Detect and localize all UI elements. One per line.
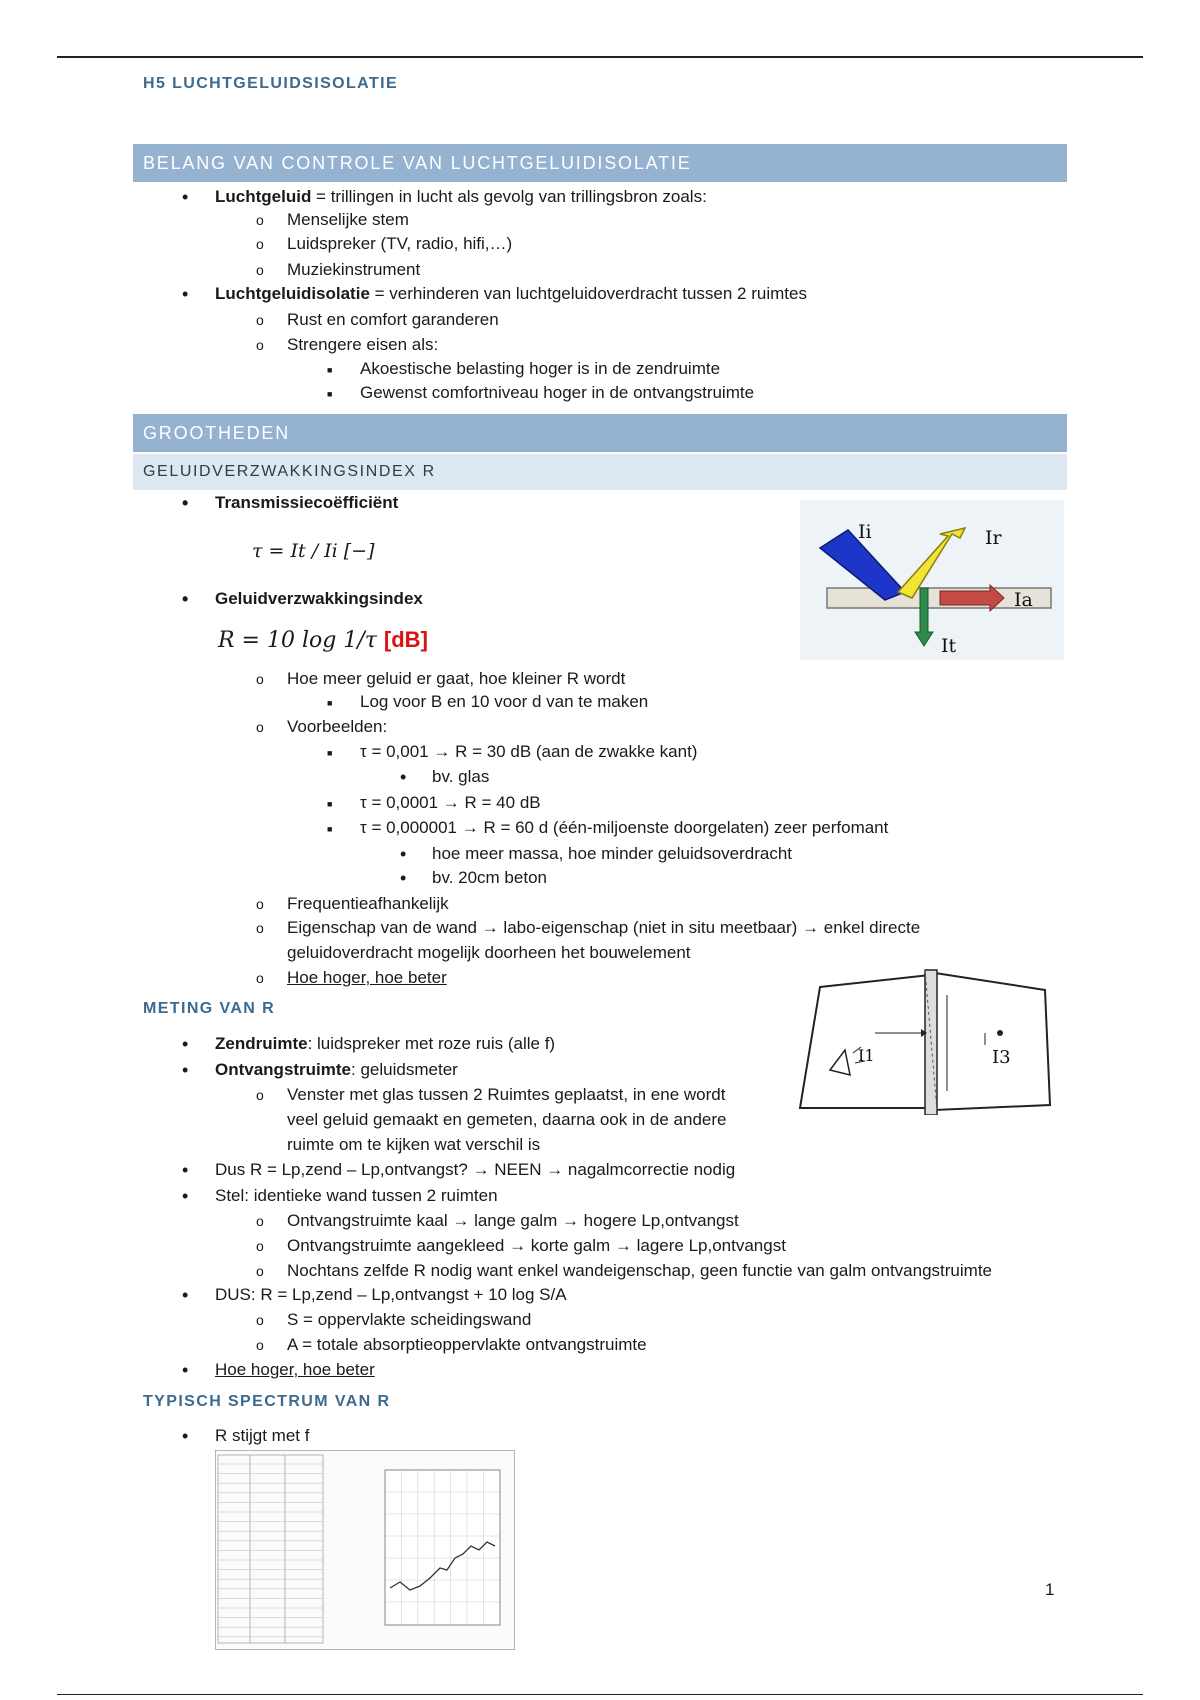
list-item: • bv. glas [432,765,489,789]
section-band-grootheden: GROOTHEDEN [133,414,1067,452]
section-band-belang: BELANG VAN CONTROLE VAN LUCHTGELUIDISOLATIE [133,144,1067,182]
list-item: o Strengere eisen als: [287,333,438,357]
list-item: o Nochtans zelfde R nodig want enkel wandeigenschap, geen functie van galm ontvangstruimte [287,1259,992,1283]
term-luchtgeluidisolatie: Luchtgeluidisolatie [215,284,370,303]
list-item: o Ontvangstruimte aangekleed → korte galm → lagere Lp,ontvangst [287,1234,786,1258]
bullet-luchtgeluidisolatie [215,282,807,306]
label-it: It [941,635,957,657]
heading-meting: METING VAN R [143,1000,276,1017]
list-item: ■ Akoestische belasting hoger is in de zendruimte [360,357,720,381]
label-ii: Ii [858,521,872,543]
bullet-zendruimte [215,1032,555,1056]
receive-room [935,973,1050,1110]
term-zendruimte: Zendruimte [215,1034,308,1053]
list-item: o Eigenschap van de wand → labo-eigenschap (niet in situ meetbaar) → enkel directe [287,916,920,940]
bullet-ontvangstruimte [215,1058,458,1082]
text-ontvangstruimte: : geluidsmeter [351,1060,458,1079]
top-rule [57,56,1143,58]
sound-reflection-figure [800,500,1064,660]
bullet-dus-formula: • DUS: R = Lp,zend – Lp,ontvangst + 10 log S/A [215,1283,567,1307]
bullet-r-stijgt: • R stijgt met f [215,1424,309,1448]
text-luchtgeluid: = trillingen in lucht als gevolg van trillingsbron zoals: [311,187,707,206]
list-item: o Frequentieafhankelijk [287,892,449,916]
list-item: o A = totale absorptieoppervlakte ontvangstruimte [287,1333,647,1357]
list-item: o Rust en comfort garanderen [287,308,499,332]
room-measurement-figure [795,965,1060,1115]
bullet-transmissiecoefficient: • Transmissiecoëfficiënt [215,491,398,515]
subsection-band-geluidverzwakkingsindex: GELUIDVERZWAKKINGSINDEX R [133,454,1067,490]
list-item: o Menselijke stem [287,208,409,232]
list-item-continued: geluidoverdracht mogelijk doorheen het bouwelement [287,943,691,962]
list-item: • hoe meer massa, hoe minder geluidsoverdracht [432,842,792,866]
list-item: ■ Gewenst comfortniveau hoger in de ontvangstruimte [360,381,754,405]
term-ontvangstruimte: Ontvangstruimte [215,1060,352,1079]
bullet-luchtgeluid [215,185,707,209]
bullet-stel: • Stel: identieke wand tussen 2 ruimten [215,1184,498,1208]
spectrum-chart [385,1470,500,1625]
list-item: o S = oppervlakte scheidingswand [287,1308,531,1332]
list-item: ■ Log voor B en 10 voor d van te maken [360,690,648,714]
page-number: 1 [1045,1580,1055,1599]
list-item: ■ τ = 0,0001 → R = 40 dB [360,791,541,815]
r-formula [218,627,428,653]
send-room [800,975,930,1108]
heading-spectrum: TYPISCH SPECTRUM VAN R [143,1393,391,1410]
bullet-dus-r: • Dus R = Lp,zend – Lp,ontvangst? → NEEN → nagalmcorrectie nodig [215,1158,735,1182]
list-item: o Venster met glas tussen 2 Ruimtes geplaatst, in ene wordt [287,1083,725,1107]
bottom-rule [57,1694,1143,1695]
label-ir: Ir [985,527,1002,549]
list-item: • bv. 20cm beton [432,866,547,890]
list-item: o Ontvangstruimte kaal → lange galm → hogere Lp,ontvangst [287,1209,739,1233]
r-formula-unit: [dB] [383,627,428,652]
list-item: o Muziekinstrument [287,258,420,282]
spectrum-figure [215,1450,515,1650]
list-item: o Luidspreker (TV, radio, hifi,…) [287,232,512,256]
list-item: o Voorbeelden: [287,715,387,739]
label-ia: Ia [1014,589,1033,611]
bullet-geluidverzwakkingsindex: • Geluidverzwakkingsindex [215,587,423,611]
label-i1: I1 [858,1046,875,1065]
tau-formula: τ = It / Ii [−] [252,540,375,562]
list-item: o Hoe meer geluid er gaat, hoe kleiner R wordt [287,667,625,691]
text-zendruimte: : luidspreker met roze ruis (alle f) [307,1034,556,1053]
term-luchtgeluid: Luchtgeluid [215,187,312,206]
list-item: ■ τ = 0,001 → R = 30 dB (aan de zwakke kant) [360,740,697,764]
page-header: H5 LUCHTGELUIDSISOLATIE [143,75,399,92]
text-luchtgeluidisolatie: = verhinderen van luchtgeluidoverdracht tussen 2 ruimtes [369,284,807,303]
list-item: o Hoe hoger, hoe beter [287,966,447,990]
bullet-hoe-hoger: • Hoe hoger, hoe beter [215,1358,375,1382]
label-i3: I3 [992,1047,1011,1068]
r-formula-text: R = 10 log 1/τ [218,628,377,653]
list-item-continued: ruimte om te kijken wat verschil is [287,1135,541,1154]
list-item: ■ τ = 0,000001 → R = 60 d (één-miljoenste doorgelaten) zeer perfomant [360,816,888,840]
list-item-continued: veel geluid gemaakt en gemeten, daarna ook in de andere [287,1110,727,1129]
